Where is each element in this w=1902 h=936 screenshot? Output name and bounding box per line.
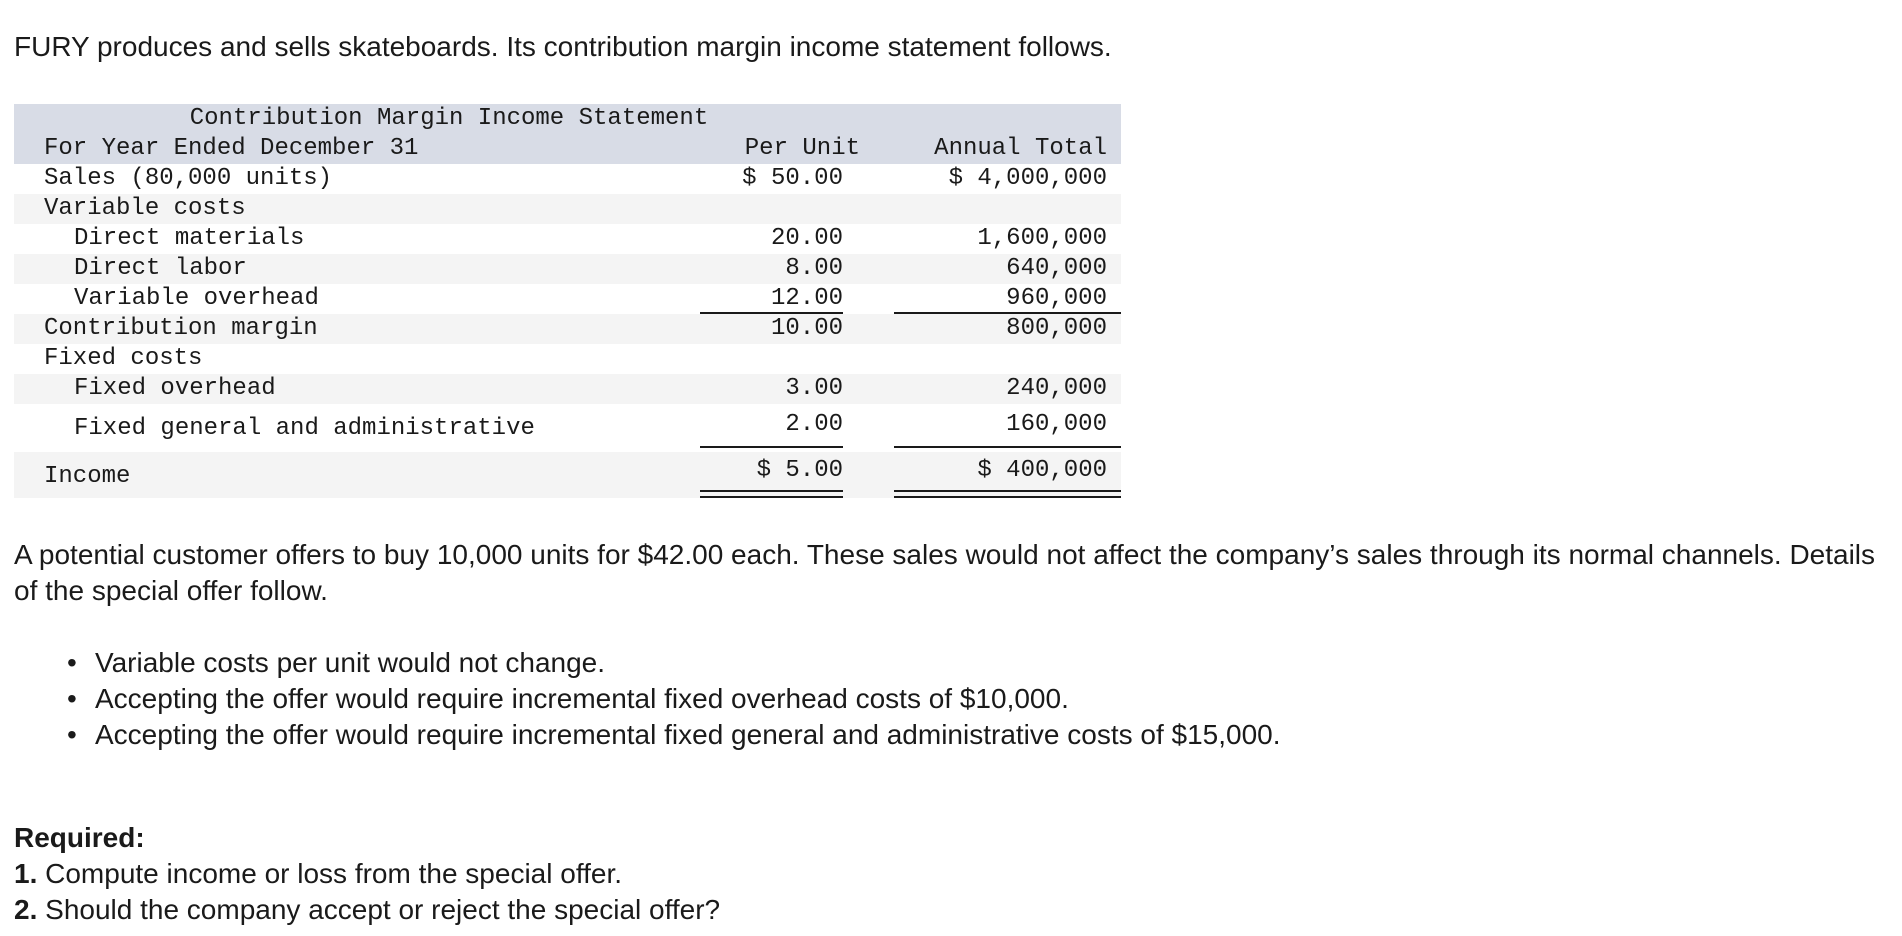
row-label: Contribution margin: [44, 315, 318, 342]
required-heading: Required:: [14, 822, 145, 853]
offer-details-list: [67, 645, 1281, 753]
item-number: 2.: [14, 894, 38, 925]
annual-total-value: 800,000: [1006, 315, 1107, 342]
income-statement-table: [14, 104, 1121, 498]
offer-paragraph: A potential customer offers to buy 10,000 units for $42.00 each. These sales would not affect the company’s sales through its normal channels. Details of the special offer follow.: [14, 539, 1876, 606]
bullet-icon: •: [67, 719, 77, 750]
statement-title: Contribution Margin Income Statement: [189, 105, 709, 132]
list-item: [67, 717, 1281, 753]
list-item: [67, 645, 1281, 681]
annual-total-value: $ 400,000: [977, 457, 1107, 484]
statement-period: For Year Ended December 31: [44, 135, 419, 162]
bullet-icon: •: [67, 647, 77, 678]
intro-text: FURY produces and sells skateboards. Its contribution margin income statement follows.: [14, 31, 1112, 62]
annual-total-value: 1,600,000: [977, 225, 1107, 252]
row-label: Sales (80,000 units): [44, 165, 333, 192]
item-text: Compute income or loss from the special offer.: [37, 858, 622, 889]
annual-total-value: $ 4,000,000: [948, 165, 1107, 192]
contribution-margin-row: [14, 314, 1121, 344]
row-label: Fixed costs: [44, 345, 203, 372]
row-label: Direct materials: [74, 225, 305, 252]
statement-header-row: [14, 134, 1121, 164]
per-unit-value: 2.00: [785, 411, 843, 438]
bullet-text: Variable costs per unit would not change.: [95, 647, 606, 678]
row-label: Variable overhead: [74, 285, 319, 312]
income-rule-unit: [700, 490, 843, 498]
sales-row: [14, 164, 1121, 194]
per-unit-value: 10.00: [770, 315, 843, 342]
variable-costs-row: [14, 194, 1121, 224]
item-number: 1.: [14, 858, 38, 889]
annual-total-value: 640,000: [1006, 255, 1107, 282]
per-unit-value: 20.00: [770, 225, 843, 252]
fixed-ga-row: [14, 404, 1121, 452]
row-label: Fixed overhead: [74, 375, 276, 402]
bullet-text: Accepting the offer would require incremental fixed general and administrative costs of $15,000.: [95, 719, 1281, 750]
row-label: Fixed general and administrative: [74, 415, 535, 442]
per-unit-value: 3.00: [785, 375, 843, 402]
required-item-1: [14, 856, 720, 892]
bullet-icon: •: [67, 683, 77, 714]
per-unit-value: $ 5.00: [756, 457, 843, 484]
per-unit-value: 12.00: [770, 285, 843, 312]
direct-labor-row: [14, 254, 1121, 284]
bullet-text: Accepting the offer would require incremental fixed overhead costs of $10,000.: [95, 683, 1069, 714]
per-unit-value: $ 50.00: [742, 165, 843, 192]
list-item: [67, 681, 1281, 717]
income-row: [14, 452, 1121, 498]
annual-total-value: 960,000: [1006, 285, 1107, 312]
income-rule-total: [894, 490, 1121, 498]
row-label: Variable costs: [44, 195, 246, 222]
col-header-per-unit: Per Unit: [744, 135, 860, 162]
item-text: Should the company accept or reject the special offer?: [37, 894, 721, 925]
row-label: Direct labor: [74, 255, 247, 282]
required-item-2: [14, 892, 720, 928]
annual-total-value: 160,000: [1006, 411, 1107, 438]
annual-total-value: 240,000: [1006, 375, 1107, 402]
row-label: Income: [44, 463, 131, 490]
fixed-costs-row: [14, 344, 1121, 374]
col-header-annual-total: Annual Total: [934, 135, 1107, 162]
fixed-overhead-row: [14, 374, 1121, 404]
statement-title-row: [14, 104, 1121, 134]
variable-overhead-row: [14, 284, 1121, 314]
per-unit-value: 8.00: [785, 255, 843, 282]
required-section: [14, 820, 720, 928]
direct-materials-row: [14, 224, 1121, 254]
